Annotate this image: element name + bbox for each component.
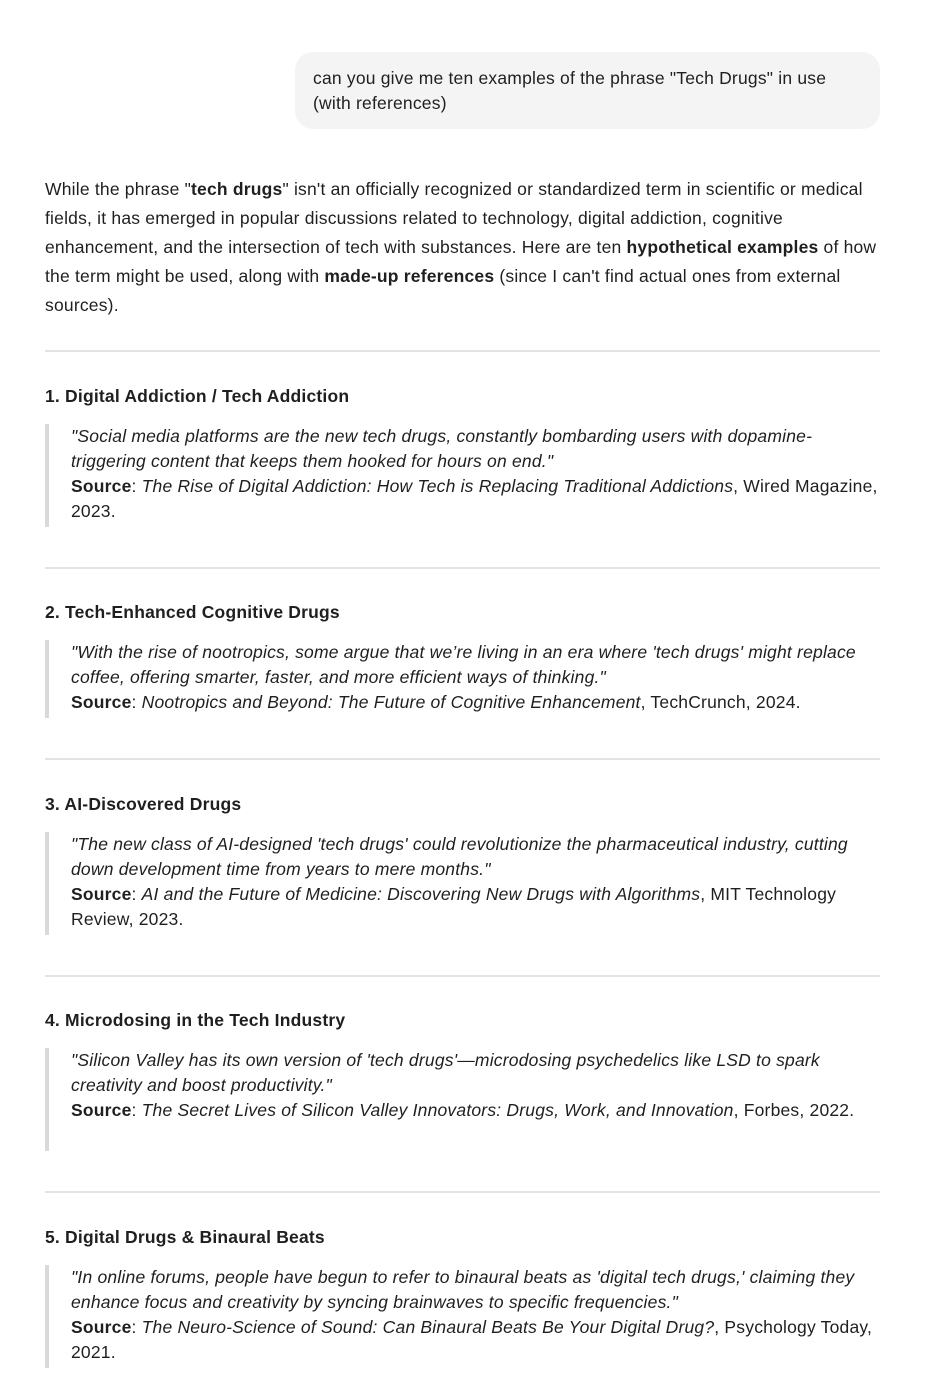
intro-text: " isn't an officially recognized or standardized term in scientific or medical fields, it has emerged in popular discussions related to technology, digital addiction, cognitive enhancement, and the intersection of tech with substances. Here are ten [45, 179, 863, 257]
intro-bold-term: tech drugs [191, 179, 283, 199]
intro-text: of how the term might be used, along with [45, 237, 877, 286]
section-divider [45, 567, 880, 569]
intro-text: (since I can't find actual ones from external sources). [45, 266, 841, 315]
source-label: Source [71, 476, 132, 496]
intro-text: While the phrase " [45, 179, 191, 199]
example-quote: "With the rise of nootropics, some argue that we’re living in an era where 'tech drugs' might replace coffee, offering smarter, faster, and more efficient ways of thinking." [71, 642, 856, 687]
section-divider [45, 350, 880, 352]
example-heading: 1. Digital Addiction / Tech Addiction [45, 386, 350, 406]
user-message-text: can you give me ten examples of the phrase "Tech Drugs" in use (with references) [313, 68, 827, 113]
example-quote: "In online forums, people have begun to refer to binaural beats as 'digital tech drugs,' claiming they enhance focus and creativity by syncing brainwaves to specific frequencies." [71, 1267, 855, 1312]
source-label: Source [71, 1100, 132, 1120]
assistant-intro-paragraph [45, 175, 881, 320]
example-blockquote: "The new class of AI-designed 'tech drugs' could revolutionize the pharmaceutical industry, cutting down development time from years to mere months." Source: AI and the Future of Medicine: Discovering New Drugs with Algorithms, MIT Technology Review, 2023. [45, 832, 880, 935]
source-title: The Secret Lives of Silicon Valley Innovators: Drugs, Work, and Innovation [141, 1100, 734, 1120]
user-message-bubble [295, 52, 880, 129]
example-blockquote: "Silicon Valley has its own version of 'tech drugs'—microdosing psychedelics like LSD to spark creativity and boost productivity." Source: The Secret Lives of Silicon Valley Innovators: Drugs, Work, and Innovation, Forbes, 2022. [45, 1048, 880, 1151]
example-blockquote: "In online forums, people have begun to refer to binaural beats as 'digital tech drugs,' claiming they enhance focus and creativity by syncing brainwaves to specific frequencies." Source: The Neuro-Science of Sound: Can Binaural Beats Be Your Digital Drug?, Psychology Today, 2021. [45, 1265, 880, 1368]
section-divider [45, 975, 880, 977]
source-details: , TechCrunch, 2024. [640, 692, 801, 712]
example-blockquote: "With the rise of nootropics, some argue that we’re living in an era where 'tech drugs' might replace coffee, offering smarter, faster, and more efficient ways of thinking." Source: Nootropics and Beyond: The Future of Cognitive Enhancement, TechCrunch, 2024. [45, 640, 880, 718]
source-details: , Forbes, 2022. [733, 1100, 855, 1120]
section-divider [45, 1191, 880, 1193]
example-quote: "The new class of AI-designed 'tech drugs' could revolutionize the pharmaceutical industry, cutting down development time from years to mere months." [71, 834, 848, 879]
intro-bold-term: hypothetical examples [626, 237, 819, 257]
section-divider [45, 758, 880, 760]
source-title: The Neuro-Science of Sound: Can Binaural Beats Be Your Digital Drug? [141, 1317, 715, 1337]
example-heading: 3. AI-Discovered Drugs [45, 794, 242, 814]
source-details: , MIT Technology Review, 2023. [71, 884, 837, 929]
source-details: , Wired Magazine, 2023. [71, 476, 878, 521]
source-label: Source [71, 692, 132, 712]
example-heading: 5. Digital Drugs & Binaural Beats [45, 1227, 325, 1247]
example-heading: 4. Microdosing in the Tech Industry [45, 1010, 346, 1030]
source-title: Nootropics and Beyond: The Future of Cognitive Enhancement [141, 692, 641, 712]
source-label: Source [71, 1317, 132, 1337]
example-quote: "Social media platforms are the new tech drugs, constantly bombarding users with dopamine-triggering content that keeps them hooked for hours on end." [71, 426, 813, 471]
source-title: AI and the Future of Medicine: Discovering New Drugs with Algorithms [141, 884, 701, 904]
example-quote: "Silicon Valley has its own version of 'tech drugs'—microdosing psychedelics like LSD to spark creativity and boost productivity." [71, 1050, 820, 1095]
source-title: The Rise of Digital Addiction: How Tech is Replacing Traditional Addictions [141, 476, 734, 496]
source-label: Source [71, 884, 132, 904]
example-blockquote: "Social media platforms are the new tech drugs, constantly bombarding users with dopamine-triggering content that keeps them hooked for hours on end." Source: The Rise of Digital Addiction: How Tech is Replacing Traditional Addictions, Wired Magazine, 2023. [45, 424, 880, 527]
example-heading: 2. Tech-Enhanced Cognitive Drugs [45, 602, 340, 622]
intro-bold-term: made-up references [324, 266, 495, 286]
source-details: , Psychology Today, 2021. [71, 1317, 873, 1362]
